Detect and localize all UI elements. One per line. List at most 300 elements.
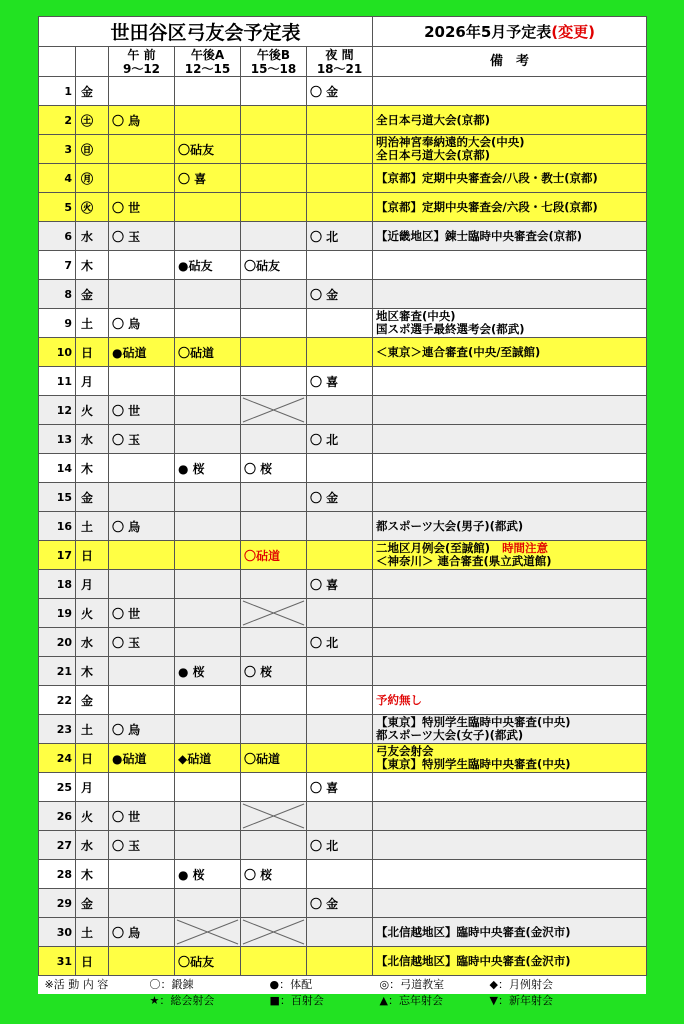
day-of-week: 土 [76, 918, 109, 947]
day-row [39, 193, 647, 222]
slot-night [307, 744, 373, 773]
day-of-week: 火 [76, 396, 109, 425]
slot-pm-a [175, 628, 241, 657]
note-cell [373, 657, 647, 686]
slot-pm-b [241, 773, 307, 802]
slot-pm-b [241, 918, 307, 947]
note-line: 【東京】特別学生臨時中央審査(中央) [376, 757, 571, 771]
slot-night: 〇 北 [307, 628, 373, 657]
slot-pm-a [175, 222, 241, 251]
slot-night [307, 860, 373, 889]
legend-row-1 [39, 976, 647, 993]
day-of-week: 火 [76, 599, 109, 628]
slot-pm-b [241, 338, 307, 367]
note-cell [373, 686, 647, 715]
slot-pm-b [241, 193, 307, 222]
slot-am: 〇 烏 [109, 512, 175, 541]
note-line: ＜神奈川＞ 連合審査(県立武道館) [376, 554, 552, 568]
slot-am: 〇 世 [109, 193, 175, 222]
header-pm-a: 午後A 12～15 [175, 47, 241, 77]
note-cell [373, 483, 647, 512]
slot-pm-b: 〇砧道 [241, 541, 307, 570]
note-line: ＜東京＞連合審査(中央/至誠館) [376, 344, 541, 359]
header-am: 午 前 9～12 [109, 47, 175, 77]
slot-pm-a: 〇砧友 [175, 135, 241, 164]
day-number: 8 [39, 280, 76, 309]
day-of-week: ㊊ [76, 164, 109, 193]
day-number: 1 [39, 77, 76, 106]
slot-night [307, 715, 373, 744]
slot-night: 〇 金 [307, 280, 373, 309]
slot-am: 〇 玉 [109, 425, 175, 454]
note-line: 【東京】特別学生臨時中央審査(中央) [376, 715, 571, 729]
day-number: 16 [39, 512, 76, 541]
slot-pm-b [241, 77, 307, 106]
slot-pm-b [241, 483, 307, 512]
slot-pm-a [175, 77, 241, 106]
note-line: 明治神宮奉納遠的大会(中央) [376, 135, 525, 149]
day-row [39, 483, 647, 512]
note-line: 予約無し [376, 692, 423, 707]
day-row [39, 831, 647, 860]
day-number: 31 [39, 947, 76, 976]
closed-cross-icon [241, 802, 306, 830]
slot-night [307, 657, 373, 686]
note-cell [373, 106, 647, 135]
slot-am [109, 483, 175, 512]
note-cell [373, 222, 647, 251]
slot-pm-a: ● 桜 [175, 454, 241, 483]
day-of-week: 水 [76, 628, 109, 657]
slot-am [109, 860, 175, 889]
note-line: 都スポーツ大会(女子)(都武) [376, 728, 524, 742]
slot-am: 〇 世 [109, 396, 175, 425]
slot-night: 〇 金 [307, 889, 373, 918]
change-label: (変更) [551, 23, 595, 41]
closed-cross-icon [241, 599, 306, 627]
day-number: 17 [39, 541, 76, 570]
slot-pm-b [241, 686, 307, 715]
slot-am [109, 541, 175, 570]
slot-night [307, 802, 373, 831]
day-number: 2 [39, 106, 76, 135]
day-row [39, 773, 647, 802]
day-of-week: 金 [76, 483, 109, 512]
note-cell [373, 947, 647, 976]
slot-am: ●砧道 [109, 744, 175, 773]
slot-pm-a [175, 773, 241, 802]
day-of-week: 金 [76, 77, 109, 106]
slot-am: 〇 烏 [109, 309, 175, 338]
day-of-week: 土 [76, 715, 109, 744]
legend-item: ▼：新年射会 [489, 994, 553, 1007]
slot-pm-a: ●砧友 [175, 251, 241, 280]
slot-pm-b [241, 599, 307, 628]
slot-pm-a: 〇砧友 [175, 947, 241, 976]
note-cell [373, 889, 647, 918]
day-of-week: 金 [76, 889, 109, 918]
day-of-week: 木 [76, 251, 109, 280]
note-cell [373, 570, 647, 599]
legend-item: ■：百射会 [269, 994, 324, 1007]
slot-night: 〇 金 [307, 483, 373, 512]
day-row [39, 425, 647, 454]
slot-pm-a [175, 715, 241, 744]
slot-pm-a [175, 541, 241, 570]
note-line: 弓友会射会 [376, 744, 434, 758]
slot-night [307, 918, 373, 947]
day-row [39, 889, 647, 918]
slot-night [307, 686, 373, 715]
note-cell [373, 396, 647, 425]
slot-night: 〇 喜 [307, 773, 373, 802]
slot-night: 〇 喜 [307, 570, 373, 599]
slot-pm-a: 〇砧道 [175, 338, 241, 367]
day-row [39, 918, 647, 947]
day-row [39, 222, 647, 251]
day-row [39, 686, 647, 715]
note-line: 地区審査(中央) [376, 309, 456, 323]
slot-pm-a: ● 桜 [175, 657, 241, 686]
slot-pm-b [241, 570, 307, 599]
day-number: 24 [39, 744, 76, 773]
day-number: 15 [39, 483, 76, 512]
day-row [39, 135, 647, 164]
day-of-week: 水 [76, 831, 109, 860]
day-of-week: 金 [76, 686, 109, 715]
day-number: 7 [39, 251, 76, 280]
note-cell [373, 773, 647, 802]
day-number: 3 [39, 135, 76, 164]
day-row [39, 77, 647, 106]
slot-pm-a [175, 483, 241, 512]
day-row [39, 367, 647, 396]
note-cell [373, 541, 647, 570]
slot-night: 〇 北 [307, 222, 373, 251]
slot-pm-a [175, 889, 241, 918]
day-of-week: ㊐ [76, 135, 109, 164]
slot-am [109, 454, 175, 483]
schedule-sheet [38, 16, 646, 1007]
slot-pm-b [241, 628, 307, 657]
slot-am: 〇 玉 [109, 222, 175, 251]
day-number: 18 [39, 570, 76, 599]
note-cell [373, 77, 647, 106]
page-title: 世田谷区弓友会予定表 [39, 17, 373, 47]
legend-item: 〇：鍛錬 [149, 978, 194, 991]
slot-night [307, 193, 373, 222]
day-of-week: 月 [76, 773, 109, 802]
slot-pm-a [175, 193, 241, 222]
day-number: 21 [39, 657, 76, 686]
note-cell [373, 599, 647, 628]
slot-pm-a: ◆砧道 [175, 744, 241, 773]
slot-pm-a: ● 桜 [175, 860, 241, 889]
slot-pm-b: 〇砧友 [241, 251, 307, 280]
day-number: 6 [39, 222, 76, 251]
note-cell [373, 338, 647, 367]
slot-am [109, 657, 175, 686]
slot-pm-b [241, 512, 307, 541]
slot-pm-a [175, 918, 241, 947]
slot-am: 〇 玉 [109, 831, 175, 860]
slot-am [109, 889, 175, 918]
slot-pm-b: 〇 桜 [241, 860, 307, 889]
slot-pm-b [241, 396, 307, 425]
note-line: 二地区月例会(至誠館) [376, 541, 491, 555]
slot-am [109, 367, 175, 396]
slot-night: 〇 金 [307, 77, 373, 106]
slot-pm-a [175, 831, 241, 860]
day-number: 30 [39, 918, 76, 947]
day-number: 23 [39, 715, 76, 744]
month-title [373, 17, 647, 47]
slot-pm-b: 〇砧道 [241, 744, 307, 773]
legend-row-2 [39, 992, 647, 1008]
day-number: 12 [39, 396, 76, 425]
slot-pm-a [175, 512, 241, 541]
note-cell [373, 135, 647, 164]
day-row [39, 599, 647, 628]
slot-night: 〇 喜 [307, 367, 373, 396]
slot-night [307, 251, 373, 280]
day-of-week: ㊏ [76, 106, 109, 135]
slot-am [109, 280, 175, 309]
slot-am [109, 947, 175, 976]
day-row [39, 280, 647, 309]
day-row [39, 164, 647, 193]
header-notes: 備 考 [373, 47, 647, 77]
slot-pm-b [241, 947, 307, 976]
schedule-table [38, 16, 647, 1008]
day-of-week: ㊋ [76, 193, 109, 222]
day-row [39, 715, 647, 744]
day-of-week: 日 [76, 541, 109, 570]
title-row [39, 17, 647, 47]
time-warning: 時間注意 [502, 541, 549, 555]
slot-night [307, 541, 373, 570]
note-cell [373, 193, 647, 222]
day-row [39, 628, 647, 657]
day-of-week: 木 [76, 454, 109, 483]
slot-night [307, 309, 373, 338]
slot-pm-b: 〇 桜 [241, 657, 307, 686]
note-cell [373, 251, 647, 280]
slot-pm-b [241, 280, 307, 309]
slot-pm-b [241, 222, 307, 251]
slot-pm-b [241, 164, 307, 193]
note-line: 【北信越地区】臨時中央審査(金沢市) [376, 924, 571, 939]
slot-pm-b [241, 367, 307, 396]
slot-night [307, 947, 373, 976]
month-label: 2026年5月予定表 [424, 23, 552, 41]
day-row [39, 396, 647, 425]
day-number: 28 [39, 860, 76, 889]
slot-am [109, 164, 175, 193]
day-number: 22 [39, 686, 76, 715]
slot-pm-a [175, 570, 241, 599]
day-number: 25 [39, 773, 76, 802]
slot-night [307, 512, 373, 541]
slot-am: ●砧道 [109, 338, 175, 367]
slot-night: 〇 北 [307, 425, 373, 454]
day-row [39, 802, 647, 831]
day-of-week: 火 [76, 802, 109, 831]
slot-pm-b [241, 715, 307, 744]
note-line: 【京都】定期中央審査会/八段・教士(京都) [376, 170, 598, 185]
legend-item: ★：総会射会 [149, 994, 215, 1007]
slot-pm-a [175, 686, 241, 715]
slot-pm-a: 〇 喜 [175, 164, 241, 193]
slot-pm-b [241, 309, 307, 338]
day-row [39, 744, 647, 773]
note-line: 全日本弓道大会(京都) [376, 148, 491, 162]
legend-item: ◎：弓道教室 [379, 978, 445, 991]
day-of-week: 金 [76, 280, 109, 309]
slot-night [307, 106, 373, 135]
header-pm-b: 午後B 15～18 [241, 47, 307, 77]
day-of-week: 月 [76, 367, 109, 396]
slot-pm-b [241, 106, 307, 135]
note-cell [373, 309, 647, 338]
day-of-week: 木 [76, 860, 109, 889]
legend-item: ◆：月例射会 [489, 978, 553, 991]
slot-am: 〇 烏 [109, 918, 175, 947]
slot-pm-a [175, 425, 241, 454]
day-row [39, 860, 647, 889]
day-of-week: 水 [76, 222, 109, 251]
note-cell [373, 802, 647, 831]
slot-am: 〇 烏 [109, 715, 175, 744]
day-number: 20 [39, 628, 76, 657]
legend-item: ※活 動 内 容 [44, 978, 109, 991]
day-number: 11 [39, 367, 76, 396]
day-of-week: 月 [76, 570, 109, 599]
slot-night: 〇 北 [307, 831, 373, 860]
day-row [39, 251, 647, 280]
closed-cross-icon [241, 918, 306, 946]
closed-cross-icon [241, 396, 306, 424]
day-number: 29 [39, 889, 76, 918]
day-number: 19 [39, 599, 76, 628]
day-number: 13 [39, 425, 76, 454]
slot-night [307, 396, 373, 425]
day-row [39, 454, 647, 483]
slot-am: 〇 玉 [109, 628, 175, 657]
day-of-week: 土 [76, 309, 109, 338]
note-line: 全日本弓道大会(京都) [376, 112, 491, 127]
header-row [39, 47, 647, 77]
day-number: 10 [39, 338, 76, 367]
slot-am [109, 251, 175, 280]
legend-item [45, 992, 150, 1008]
day-row [39, 512, 647, 541]
day-number: 14 [39, 454, 76, 483]
slot-am: 〇 烏 [109, 106, 175, 135]
slot-night [307, 599, 373, 628]
note-line: 【京都】定期中央審査会/六段・七段(京都) [376, 199, 598, 214]
slot-pm-a [175, 802, 241, 831]
slot-am: 〇 世 [109, 802, 175, 831]
day-number: 26 [39, 802, 76, 831]
note-cell [373, 831, 647, 860]
day-number: 9 [39, 309, 76, 338]
day-row [39, 570, 647, 599]
note-cell [373, 280, 647, 309]
note-cell [373, 512, 647, 541]
slot-pm-b [241, 889, 307, 918]
slot-pm-a [175, 599, 241, 628]
slot-night [307, 164, 373, 193]
day-of-week: 日 [76, 744, 109, 773]
slot-pm-b [241, 802, 307, 831]
slot-pm-a [175, 309, 241, 338]
slot-pm-b [241, 831, 307, 860]
slot-pm-a [175, 367, 241, 396]
day-number: 4 [39, 164, 76, 193]
legend-item: ▲：忘年射会 [379, 994, 443, 1007]
note-line: 国スポ選手最終選考会(都武) [376, 322, 525, 336]
note-cell [373, 628, 647, 657]
day-of-week: 木 [76, 657, 109, 686]
slot-am: 〇 世 [109, 599, 175, 628]
slot-night [307, 338, 373, 367]
slot-pm-a [175, 106, 241, 135]
note-cell [373, 425, 647, 454]
header-dow [76, 47, 109, 77]
slot-am [109, 773, 175, 802]
closed-cross-icon [175, 918, 240, 946]
legend-item: ●：体配 [269, 978, 313, 991]
note-cell [373, 454, 647, 483]
slot-pm-b: 〇 桜 [241, 454, 307, 483]
day-row [39, 657, 647, 686]
slot-pm-b [241, 135, 307, 164]
note-line: 【北信越地区】臨時中央審査(金沢市) [376, 953, 571, 968]
day-number: 5 [39, 193, 76, 222]
note-line: 都スポーツ大会(男子)(都武) [376, 518, 524, 533]
note-cell [373, 164, 647, 193]
slot-night [307, 454, 373, 483]
day-row [39, 338, 647, 367]
slot-am [109, 135, 175, 164]
day-of-week: 水 [76, 425, 109, 454]
header-day [39, 47, 76, 77]
day-of-week: 日 [76, 947, 109, 976]
day-of-week: 日 [76, 338, 109, 367]
slot-pm-b [241, 425, 307, 454]
slot-am [109, 570, 175, 599]
slot-night [307, 135, 373, 164]
note-cell [373, 715, 647, 744]
slot-pm-a [175, 280, 241, 309]
note-cell [373, 918, 647, 947]
day-row [39, 106, 647, 135]
note-line: 【近畿地区】錬士臨時中央審査会(京都) [376, 228, 583, 243]
day-row [39, 309, 647, 338]
header-night: 夜 間 18～21 [307, 47, 373, 77]
day-number: 27 [39, 831, 76, 860]
note-cell [373, 860, 647, 889]
note-cell [373, 367, 647, 396]
day-of-week: 土 [76, 512, 109, 541]
slot-am [109, 77, 175, 106]
note-cell [373, 744, 647, 773]
slot-am [109, 686, 175, 715]
slot-pm-a [175, 396, 241, 425]
day-row [39, 541, 647, 570]
day-row [39, 947, 647, 976]
